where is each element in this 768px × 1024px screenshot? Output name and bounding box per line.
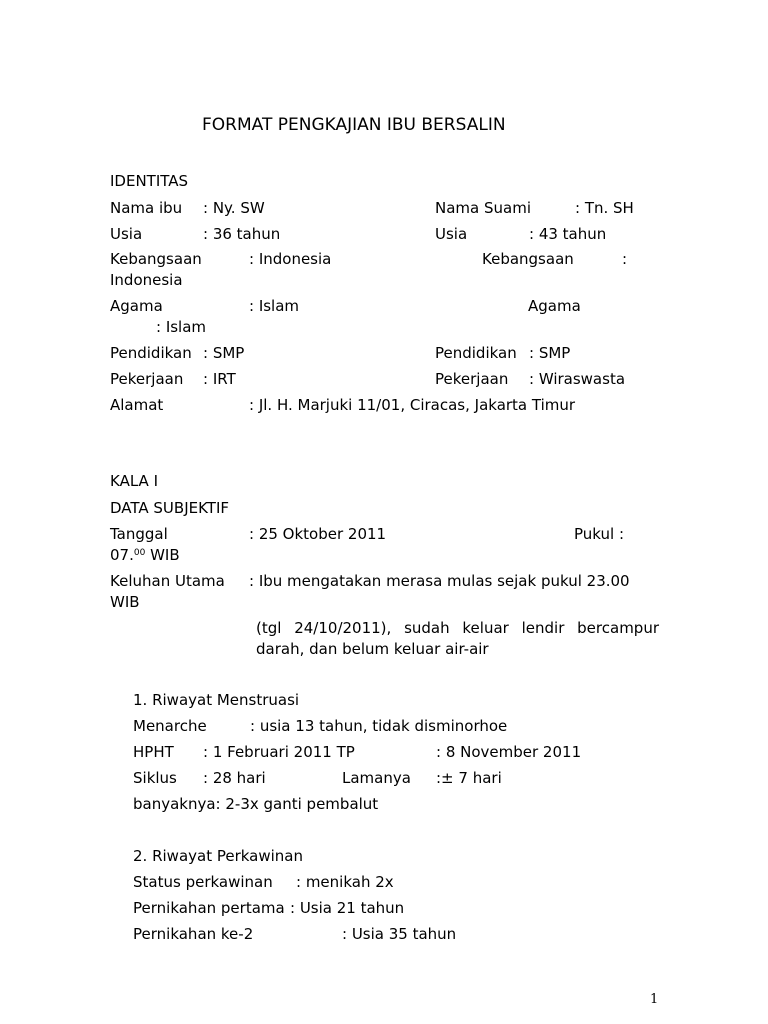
menarche-label: Menarche bbox=[133, 717, 207, 735]
pekerjaan-suami-value: : Wiraswasta bbox=[529, 370, 626, 388]
nama-ibu-label: Nama ibu bbox=[110, 199, 183, 217]
hpht-value: : 1 Februari 2011 TP bbox=[203, 743, 355, 761]
status-label: Status perkawinan bbox=[133, 873, 273, 891]
usia-suami-value: : 43 tahun bbox=[529, 225, 607, 243]
kebangsaan-suami-value: Indonesia bbox=[110, 271, 183, 289]
perkawinan-heading: 2. Riwayat Perkawinan bbox=[133, 847, 304, 865]
pendidikan-label: Pendidikan bbox=[110, 344, 192, 362]
hpht-label: HPHT bbox=[133, 743, 174, 761]
status-value: : menikah 2x bbox=[296, 873, 394, 891]
nama-ibu-value: : Ny. SW bbox=[203, 199, 265, 217]
pukul-minutes: 00 bbox=[133, 548, 146, 558]
page-number: 1 bbox=[650, 992, 659, 1007]
kebangsaan-label: Kebangsaan bbox=[110, 250, 202, 268]
menstruasi-heading: 1. Riwayat Menstruasi bbox=[133, 691, 300, 709]
pendidikan-suami-label: Pendidikan bbox=[435, 344, 517, 362]
tanggal-label: Tanggal bbox=[110, 525, 168, 543]
banyaknya: banyaknya: 2-3x ganti pembalut bbox=[133, 795, 379, 813]
keluhan-line1b: WIB bbox=[110, 593, 140, 611]
kebangsaan-value: : Indonesia bbox=[249, 250, 332, 268]
agama-suami-label: Agama bbox=[528, 297, 581, 315]
agama-label: Agama bbox=[110, 297, 163, 315]
keluhan-label: Keluhan Utama bbox=[110, 572, 225, 590]
kebangsaan-suami-colon: : bbox=[622, 250, 628, 268]
keluhan-line3: darah, dan belum keluar air-air bbox=[256, 640, 489, 658]
pendidikan-value: : SMP bbox=[203, 344, 245, 362]
usia-ibu-label: Usia bbox=[110, 225, 143, 243]
data-subjektif-heading: DATA SUBJEKTIF bbox=[110, 499, 229, 517]
usia-ibu-value: : 36 tahun bbox=[203, 225, 281, 243]
keluhan-line2: (tgl 24/10/2011), sudah keluar lendir bercampur bbox=[256, 619, 659, 637]
lamanya-value: :± 7 hari bbox=[436, 769, 502, 787]
usia-suami-label: Usia bbox=[435, 225, 468, 243]
kebangsaan-suami-label: Kebangsaan bbox=[482, 250, 574, 268]
menarche-value: : usia 13 tahun, tidak disminorhoe bbox=[250, 717, 508, 735]
lamanya-label: Lamanya bbox=[342, 769, 411, 787]
page-title: FORMAT PENGKAJIAN IBU BERSALIN bbox=[202, 115, 506, 135]
pekerjaan-value: : IRT bbox=[203, 370, 236, 388]
pukul-label: Pukul : bbox=[574, 525, 625, 543]
pernikahan-kedua-label: Pernikahan ke-2 bbox=[133, 925, 254, 943]
pendidikan-suami-value: : SMP bbox=[529, 344, 571, 362]
pukul-hour: 07. bbox=[110, 546, 134, 564]
identitas-heading: IDENTITAS bbox=[110, 172, 189, 190]
tp-value: : 8 November 2011 bbox=[436, 743, 582, 761]
agama-value: : Islam bbox=[249, 297, 300, 315]
pukul-suffix: WIB bbox=[145, 546, 180, 564]
pekerjaan-suami-label: Pekerjaan bbox=[435, 370, 509, 388]
agama-suami-value: : Islam bbox=[156, 318, 207, 336]
pukul-value bbox=[110, 545, 180, 565]
kala1-heading: KALA I bbox=[110, 472, 158, 490]
keluhan-line1: : Ibu mengatakan merasa mulas sejak pukul 23.00 bbox=[249, 572, 630, 590]
pernikahan-pertama-label: Pernikahan pertama bbox=[133, 899, 285, 917]
pekerjaan-label: Pekerjaan bbox=[110, 370, 184, 388]
nama-suami-value: : Tn. SH bbox=[575, 199, 634, 217]
alamat-label: Alamat bbox=[110, 396, 164, 414]
tanggal-value: : 25 Oktober 2011 bbox=[249, 525, 387, 543]
alamat-value: : Jl. H. Marjuki 11/01, Ciracas, Jakarta Timur bbox=[249, 396, 576, 414]
siklus-label: Siklus bbox=[133, 769, 177, 787]
pernikahan-kedua-value: : Usia 35 tahun bbox=[342, 925, 457, 943]
nama-suami-label: Nama Suami bbox=[435, 199, 531, 217]
siklus-value: : 28 hari bbox=[203, 769, 266, 787]
pernikahan-pertama-value: : Usia 21 tahun bbox=[290, 899, 405, 917]
